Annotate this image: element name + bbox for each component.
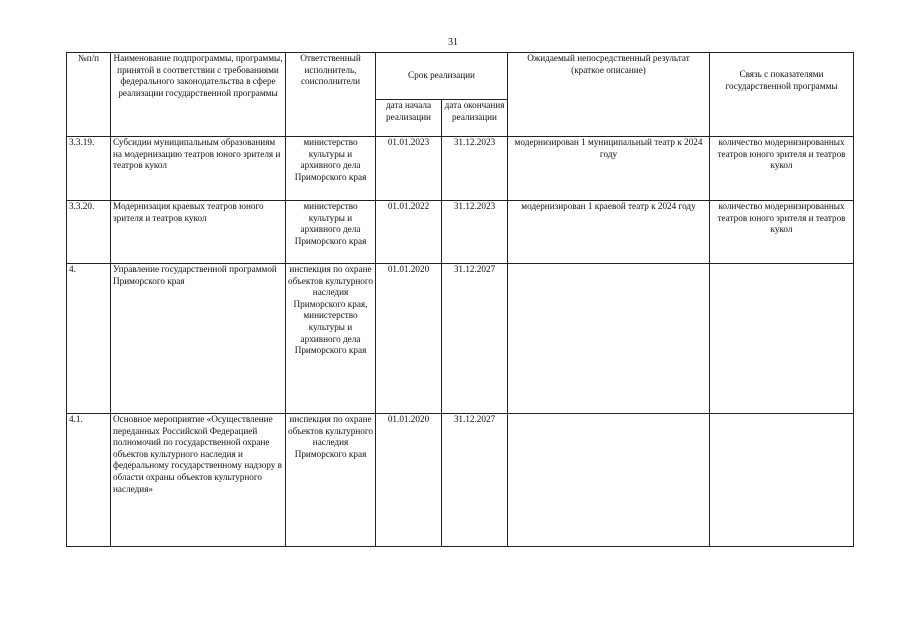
table-row <box>67 201 854 264</box>
row-name: Модернизация краевых театров юного зрителя и театров кукол <box>111 201 286 264</box>
row-end: 31.12.2027 <box>442 264 508 414</box>
row-start: 01.01.2020 <box>376 264 442 414</box>
row-end: 31.12.2023 <box>442 137 508 201</box>
row-name: Основное мероприятие «Осуществление переданных Российской Федерацией полномочий по государственной охране объектов культурного наследия и федеральному государственному надзору в области охраны объектов культурного наследия» <box>111 414 286 547</box>
row-start: 01.01.2020 <box>376 414 442 547</box>
row-result: модернизирован 1 краевой театр к 2024 году <box>508 201 710 264</box>
row-start: 01.01.2022 <box>376 201 442 264</box>
row-link <box>710 414 854 547</box>
table-row <box>67 414 854 547</box>
header-result: Ожидаемый непосредственный результат (краткое описание) <box>508 53 710 137</box>
row-executor: инспекция по охране объектов культурного наследия Приморского края, министерство культуры и архивного дела Приморского края <box>286 264 376 414</box>
table-row <box>67 264 854 414</box>
row-link: количество модернизированных театров юного зрителя и театров кукол <box>710 137 854 201</box>
header-executor: Ответственный исполнитель, соисполнители <box>286 53 376 137</box>
row-executor: инспекция по охране объектов культурного наследия Приморского края <box>286 414 376 547</box>
header-period: Срок реализации <box>376 53 508 100</box>
row-num: 4.1. <box>67 414 111 547</box>
row-link <box>710 264 854 414</box>
row-num: 4. <box>67 264 111 414</box>
row-name: Управление государственной программой Приморского края <box>111 264 286 414</box>
row-executor: министерство культуры и архивного дела Приморского края <box>286 201 376 264</box>
row-name: Субсидии муниципальным образованиям на модернизацию театров юного зрителя и театров кукол <box>111 137 286 201</box>
row-num: 3.3.19. <box>67 137 111 201</box>
row-start: 01.01.2023 <box>376 137 442 201</box>
row-end: 31.12.2023 <box>442 201 508 264</box>
row-result <box>508 264 710 414</box>
header-link: Связь с показателями государственной программы <box>710 53 854 137</box>
row-result <box>508 414 710 547</box>
row-executor: министерство культуры и архивного дела Приморского края <box>286 137 376 201</box>
header-name: Наименование подпрограммы, программы, принятой в соответствии с требованиями федерального законодательства в сфере реализации государственной программы <box>111 53 286 137</box>
row-link: количество модернизированных театров юного зрителя и театров кукол <box>710 201 854 264</box>
header-end: дата окончания реализации <box>442 100 508 137</box>
header-start: дата начала реализации <box>376 100 442 137</box>
row-num: 3.3.20. <box>67 201 111 264</box>
page-number: 31 <box>448 37 458 48</box>
header-row <box>67 53 854 100</box>
header-num: №п/п <box>67 53 111 137</box>
row-result: модернизирован 1 муниципальный театр к 2024 году <box>508 137 710 201</box>
program-table <box>66 52 854 547</box>
row-end: 31.12.2027 <box>442 414 508 547</box>
table-row <box>67 137 854 201</box>
